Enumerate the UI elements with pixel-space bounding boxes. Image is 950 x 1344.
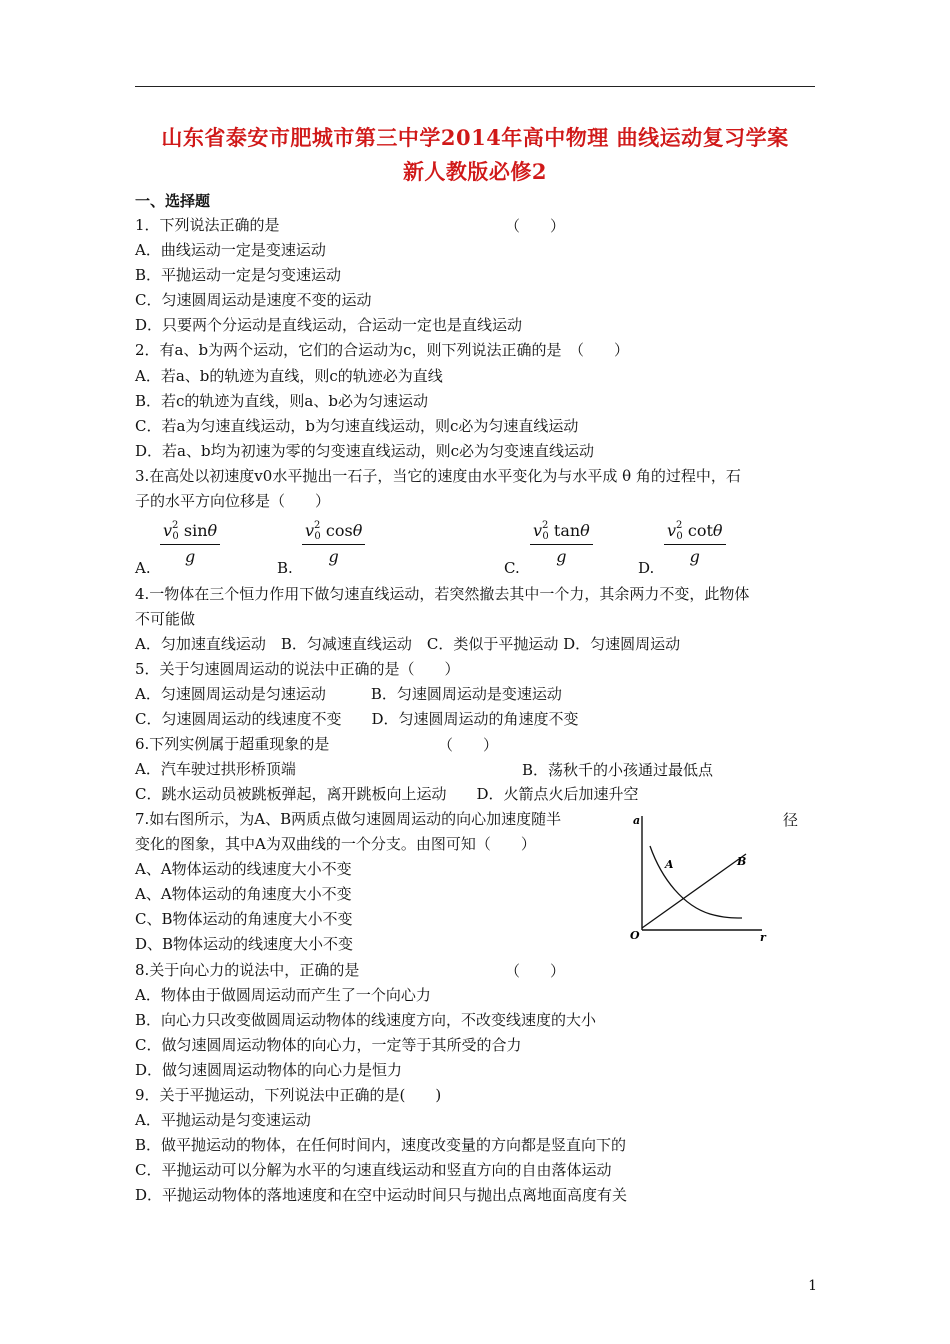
curve-b-label: B bbox=[737, 855, 747, 868]
question-1: 1．下列说法正确的是 bbox=[135, 216, 280, 234]
option-d-label: D. bbox=[638, 559, 655, 577]
document-title-line-2: 新人教版必修2 bbox=[402, 159, 548, 184]
question-9: 9．关于平抛运动，下列说法中正确的是( ) bbox=[135, 1086, 442, 1104]
option: C．平抛运动可以分解为水平的匀速直线运动和竖直方向的自由落体运动 bbox=[135, 1161, 612, 1179]
fraction-option-c: $\frac{v^2_0 \tan\theta}{g}$ bbox=[530, 520, 593, 566]
document-title-line-1: 山东省泰安市肥城市第三中学2014年高中物理 曲线运动复习学案 bbox=[161, 125, 789, 150]
option: A、A物体运动的线速度大小不变 bbox=[135, 860, 352, 878]
question-7-tail: 径 bbox=[783, 811, 799, 829]
option-a-label: A. bbox=[135, 559, 151, 577]
option-b-label: B. bbox=[277, 559, 293, 577]
x-axis-label: r bbox=[760, 931, 766, 944]
option: D．做匀速圆周运动物体的向心力是恒力 bbox=[135, 1061, 403, 1079]
option: A．汽车驶过拱形桥顶端 bbox=[135, 760, 296, 778]
question-4: 4.一物体在三个恒力作用下做匀速直线运动，若突然撤去其中一个力，其余两力不变，此物体 bbox=[135, 585, 750, 603]
curve-a-label: A bbox=[665, 858, 674, 871]
option-row: C．跳水运动员被跳板弹起，离开跳板向上运动 D．火箭点火后加速升空 bbox=[135, 785, 639, 803]
option: D．平抛运动物体的落地速度和在空中运动时间只与抛出点离地面高度有关 bbox=[135, 1186, 628, 1204]
question-8: 8.关于向心力的说法中，正确的是 bbox=[135, 961, 360, 979]
option: D．只要两个分运动是直线运动，合运动一定也是直线运动 bbox=[135, 316, 523, 334]
fraction-option-a: $\frac{v^2_0 \sin\theta}{g}$ bbox=[160, 520, 220, 566]
option: A．平抛运动是匀变速运动 bbox=[135, 1111, 311, 1129]
option: A．曲线运动一定是变速运动 bbox=[135, 241, 326, 259]
option-c-label: C. bbox=[504, 559, 520, 577]
option: C．做匀速圆周运动物体的向心力，一定等于其所受的合力 bbox=[135, 1036, 522, 1054]
option: D．若a、b均为初速为零的匀变速直线运动，则c必为匀变速直线运动 bbox=[135, 442, 594, 460]
question-2: 2．有a、b为两个运动，它们的合运动为c，则下列说法正确的是 （ ） bbox=[135, 341, 629, 359]
option: C．匀速圆周运动是速度不变的运动 bbox=[135, 291, 372, 309]
option: A．物体由于做圆周运动而产生了一个向心力 bbox=[135, 986, 431, 1004]
question-7-cont: 变化的图象，其中A为双曲线的一个分支。由图可知（ ） bbox=[135, 835, 536, 853]
option: B．向心力只改变做圆周运动物体的线速度方向，不改变线速度的大小 bbox=[135, 1011, 597, 1029]
acceleration-radius-graph bbox=[620, 808, 770, 946]
option: B．做平抛运动的物体，在任何时间内，速度改变量的方向都是竖直向下的 bbox=[135, 1136, 627, 1154]
question-5: 5．关于匀速圆周运动的说法中正确的是（ ） bbox=[135, 660, 460, 678]
option: B．若c的轨迹为直线，则a、b必为匀速运动 bbox=[135, 392, 428, 410]
page-number: 1 bbox=[808, 1278, 817, 1294]
answer-paren: （ ） bbox=[505, 962, 566, 980]
question-4-cont: 不可能做 bbox=[135, 610, 196, 628]
option: D、B物体运动的线速度大小不变 bbox=[135, 935, 354, 953]
option-row: A．匀速圆周运动是匀速运动 B．匀速圆周运动是变速运动 bbox=[135, 685, 562, 703]
option: A、A物体运动的角速度大小不变 bbox=[135, 885, 352, 903]
question-3-cont: 子的水平方向位移是（ ） bbox=[135, 492, 331, 510]
option: B．平抛运动一定是匀变速运动 bbox=[135, 266, 342, 284]
option-row: A．匀加速直线运动 B．匀减速直线运动 C．类似于平抛运动 D．匀速圆周运动 bbox=[135, 635, 681, 653]
option-row: C．匀速圆周运动的线速度不变 D．匀速圆周运动的角速度不变 bbox=[135, 710, 579, 728]
section-heading: 一、选择题 bbox=[135, 192, 211, 210]
option: A．若a、b的轨迹为直线，则c的轨迹必为直线 bbox=[135, 367, 443, 385]
y-axis-label: a bbox=[633, 814, 641, 827]
origin-label: O bbox=[630, 929, 640, 942]
header-rule bbox=[135, 86, 815, 87]
answer-paren: （ ） bbox=[505, 217, 566, 235]
answer-paren: （ ） bbox=[438, 736, 499, 754]
option: B．荡秋千的小孩通过最低点 bbox=[522, 761, 714, 779]
question-3: 3.在高处以初速度v0水平抛出一石子，当它的速度由水平变化为与水平成 θ 角的过程中，石 bbox=[135, 467, 741, 485]
curve-a bbox=[650, 846, 742, 918]
fraction-option-d: $\frac{v^2_0 \cot\theta}{g}$ bbox=[664, 520, 726, 566]
question-6: 6.下列实例属于超重现象的是 bbox=[135, 735, 330, 753]
option: C．若a为匀速直线运动，b为匀速直线运动，则c必为匀速直线运动 bbox=[135, 417, 579, 435]
option: C、B物体运动的角速度大小不变 bbox=[135, 910, 353, 928]
fraction-option-b: $\frac{v^2_0 \cos\theta}{g}$ bbox=[302, 520, 365, 566]
question-7: 7.如右图所示，为A、B两质点做匀速圆周运动的向心加速度随半 bbox=[135, 810, 562, 828]
